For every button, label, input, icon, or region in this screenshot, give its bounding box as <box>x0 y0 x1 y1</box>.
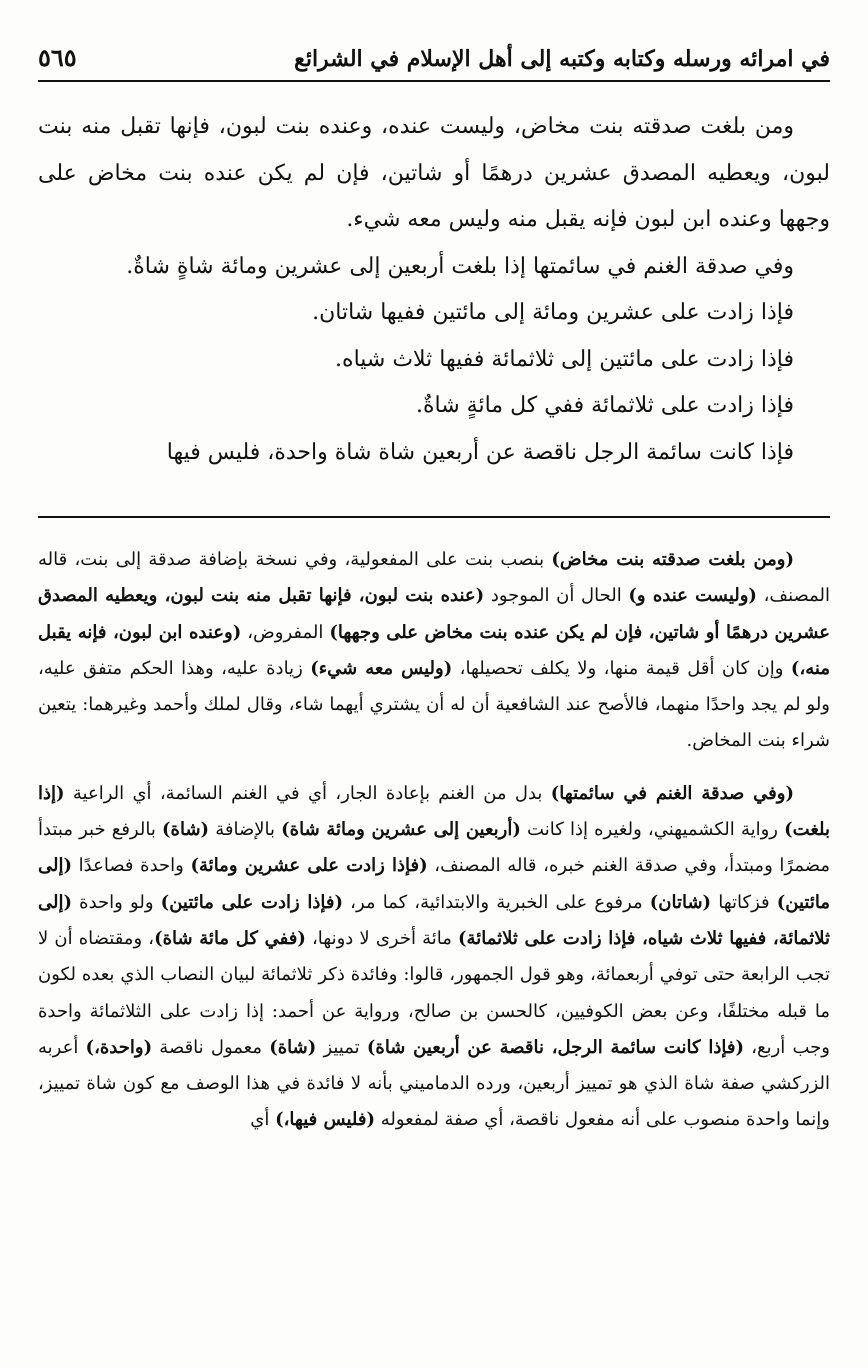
quoted-text: (إذا بلغت) <box>38 782 830 841</box>
quoted-text: (عنده بنت لبون، فإنها تقبل منه بنت لبون، ويعطيه المصدق عشرين درهمًا أو شاتين، فإن لم يكن عنده بنت مخاض على وجهها) <box>38 585 830 643</box>
quoted-text: (وفي صدقة الغنم في سائمتها) <box>550 782 794 804</box>
main-paragraph: فإذا زادت على عشرين ومائة إلى مائتين ففيها شاتان. <box>312 300 794 325</box>
commentary-text: بالإضافة <box>209 819 282 841</box>
main-paragraph: فإذا كانت سائمة الرجل ناقصة عن أربعين شاة شاة واحدة، فليس فيها <box>166 439 794 465</box>
commentary-text: مائة أخرى لا دونها، <box>305 927 459 949</box>
commentary-text: المفروض، <box>241 621 330 643</box>
page <box>38 40 830 1139</box>
quoted-text: (وعنده ابن لبون، فإنه يقبل منه،) <box>38 621 830 679</box>
main-paragraph: فإذا زادت على ثلاثمائة ففي كل مائةٍ شاةٌ. <box>416 393 794 418</box>
commentary-text: أعربه الزركشي صفة شاة الذي هو تمييز أربعين، ورده الدماميني بأنه لا فائدة في هذا الوصف مع كون شاة تمييز، وإنما واحدة منصوب على أنه مفعول ناقصة، أي صفة لمفعوله <box>38 1036 830 1131</box>
commentary-text: أي <box>250 1109 276 1131</box>
quoted-text: (فإذا كانت سائمة الرجل، ناقصة عن أربعين شاة) <box>366 1036 744 1058</box>
commentary-text: ولو واحدة <box>72 891 161 913</box>
main-paragraph: وفي صدقة الغنم في سائمتها إذا بلغت أربعين إلى عشرين ومائة شاةٍ شاةٌ. <box>126 253 794 279</box>
commentary-text: معمول ناقصة <box>152 1036 270 1058</box>
quoted-text: (فإذا زادت على مائتين) <box>160 891 343 913</box>
commentary-text: فزكاتها <box>711 891 777 913</box>
header-title: في امرائه ورسله وكتابه وكتبه إلى أهل الإسلام في الشرائع <box>294 46 830 72</box>
footnote-divider <box>38 516 830 518</box>
quoted-text: (ومن بلغت صدقته بنت مخاض) <box>551 549 794 570</box>
commentary-text: تمييز <box>316 1036 367 1058</box>
page-number: ٥٦٥ <box>38 43 77 72</box>
quoted-text: (فليس فيها،) <box>275 1109 375 1131</box>
quoted-text: (أربعين إلى عشرين ومائة شاة) <box>281 819 521 841</box>
quoted-text: (شاة) <box>162 819 210 841</box>
main-paragraph: ومن بلغت صدقته بنت مخاض، وليست عنده، وعنده بنت لبون، فإنها تقبل منه بنت لبون، ويعطيه المصدق عشرين درهمًا أو شاتين، فإن لم يكن عنده بنت مخاض على وجهها وعنده ابن لبون فإنه يقبل منه وليس معه شيء. <box>38 114 830 232</box>
commentary-text: واحدة فصاعدًا <box>72 855 191 877</box>
commentary <box>38 542 830 1139</box>
commentary-text: الحال أن الموجود <box>484 585 629 607</box>
quoted-text: (إلى ثلاثمائة، ففيها ثلاث شياه، فإذا زادت على ثلاثمائة) <box>38 891 831 949</box>
quoted-text: (إلى مائتين) <box>38 855 830 913</box>
commentary-text: بنصب بنت على المفعولية، وفي نسخة بإضافة صدقة إلى بنت، قاله المصنف، <box>38 549 830 607</box>
commentary-text: بالرفع خبر مبتدأ مضمرًا ومبتدأ، وفي صدقة الغنم خبره، قاله المصنف، <box>38 819 830 877</box>
commentary-text: ، ومقتضاه أن لا تجب الرابعة حتى توفي أربعمائة، وهو قول الجمهور، قالوا: وفائدة ذكر ثلاثمائة لبيان النصاب الذي بعده لكون ما قبله مختلفًا، وعن بعض الكوفيين، كالحسن بن صالح، ورواية عن أحمد: إذا زادت على الثلاثمائة واحدة وجب أربع، <box>38 927 830 1058</box>
commentary-paragraph <box>38 542 830 760</box>
commentary-text: وإن كان أقل قيمة منها، ولا يكلف تحصيلها، <box>452 657 791 679</box>
quoted-text: (ففي كل مائة شاة) <box>154 927 306 949</box>
quoted-text: (شاتان) <box>649 891 712 913</box>
commentary-paragraph <box>38 776 830 1139</box>
running-header <box>38 40 830 82</box>
commentary-text: رواية الكشميهني، ولغيره إذا كانت <box>520 819 785 841</box>
main-text <box>38 104 830 476</box>
main-paragraph: فإذا زادت على مائتين إلى ثلاثمائة ففيها ثلاث شياه. <box>335 346 794 372</box>
quoted-text: (واحدة،) <box>85 1036 153 1058</box>
commentary-text: زيادة عليه، وهذا الحكم متفق عليه، ولو لم يجد واحدًا منهما، فالأصح عند الشافعية أن له أن يشتري أيهما شاء، وقال لملك وأحمد وغيرهما: يتعين شراء بنت المخاض. <box>38 657 830 752</box>
quoted-text: (وليس معه شيء) <box>310 657 453 679</box>
quoted-text: (شاة) <box>269 1036 317 1058</box>
commentary-text: بدل من الغنم بإعادة الجار، أي في الغنم السائمة، أي الراعية <box>64 782 551 804</box>
quoted-text: (وليست عنده و) <box>628 585 757 607</box>
commentary-text: مرفوع على الخبرية والابتدائية، كما مر، <box>342 891 650 913</box>
quoted-text: (فإذا زادت على عشرين ومائة) <box>190 855 428 877</box>
